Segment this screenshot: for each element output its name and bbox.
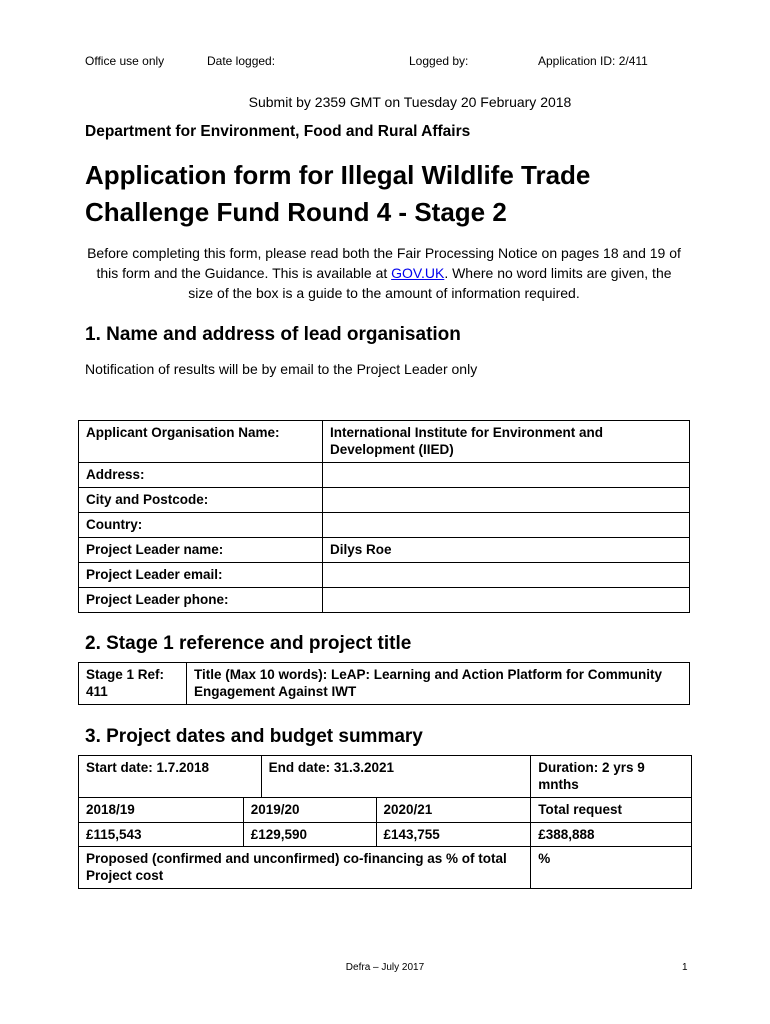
project-title[interactable]: Title (Max 10 words): LeAP: Learning and Action Platform for Community Engagement Against IWT [187,663,690,705]
row-label: Address: [79,463,323,488]
total-request-label: Total request [531,798,692,823]
logged-by-label: Logged by: [409,54,469,68]
section2-heading: 2. Stage 1 reference and project title [85,633,412,654]
row-label: City and Postcode: [79,488,323,513]
row-value[interactable] [323,513,690,538]
table-row [79,488,690,513]
notification-note: Notification of results will be by email to the Project Leader only [85,361,478,377]
application-id: Application ID: 2/411 [538,54,648,68]
row-value[interactable] [323,588,690,613]
year-header: 2019/20 [243,798,376,823]
budget-table [78,755,692,889]
row-label: Applicant Organisation Name: [79,421,323,463]
table-row [79,663,690,705]
table-row [79,847,692,889]
intro-paragraph [85,243,683,303]
table-row [79,756,692,798]
row-value[interactable] [323,488,690,513]
table-row [79,798,692,823]
row-value[interactable]: International Institute for Environment and Development (IIED) [323,421,690,463]
section3-heading: 3. Project dates and budget summary [85,726,423,747]
footer: Defra – July 2017 [345,962,425,973]
row-label: Project Leader email: [79,563,323,588]
intro-text-1: Before completing this form, please read both the Fair Processing Notice on pages 18 and 19 of this form and the Guidance. This is available at [87,245,681,281]
cofinancing-value[interactable]: % [531,847,692,889]
row-value[interactable] [323,463,690,488]
table-row [79,823,692,847]
cofinancing-label: Proposed (confirmed and unconfirmed) co-financing as % of total Project cost [79,847,531,889]
row-label: Project Leader phone: [79,588,323,613]
table-row [79,463,690,488]
office-use-label: Office use only [85,54,165,68]
department-name: Department for Environment, Food and Rural Affairs [85,123,471,140]
table-row [79,563,690,588]
row-value[interactable] [323,563,690,588]
start-date[interactable]: Start date: 1.7.2018 [79,756,262,798]
total-request-value[interactable]: £388,888 [531,823,692,847]
reference-table [78,662,690,705]
row-label: Country: [79,513,323,538]
row-value[interactable]: Dilys Roe [323,538,690,563]
table-row [79,421,690,463]
form-title [85,157,590,231]
form-title-line2: Challenge Fund Round 4 - Stage 2 [85,197,507,227]
duration[interactable]: Duration: 2 yrs 9 mnths [531,756,692,798]
table-row [79,588,690,613]
end-date[interactable]: End date: 31.3.2021 [261,756,531,798]
amount[interactable]: £143,755 [376,823,531,847]
table-row [79,513,690,538]
submit-deadline: Submit by 2359 GMT on Tuesday 20 February 2018 [248,94,572,110]
page-number: 1 [682,962,688,973]
row-label: Project Leader name: [79,538,323,563]
gov-uk-link[interactable]: GOV.UK [391,265,445,281]
amount[interactable]: £115,543 [79,823,244,847]
intro-text-2: . Where no word limits are given, the size of the box is a guide to the amount of information required. [188,265,672,301]
stage1-ref[interactable]: Stage 1 Ref: 411 [79,663,187,705]
table-row [79,538,690,563]
amount[interactable]: £129,590 [243,823,376,847]
date-logged-label: Date logged: [207,54,276,68]
organisation-table [78,420,690,613]
form-title-line1: Application form for Illegal Wildlife Trade [85,160,591,190]
year-header: 2020/21 [376,798,531,823]
year-header: 2018/19 [79,798,244,823]
section1-heading: 1. Name and address of lead organisation [85,324,461,345]
